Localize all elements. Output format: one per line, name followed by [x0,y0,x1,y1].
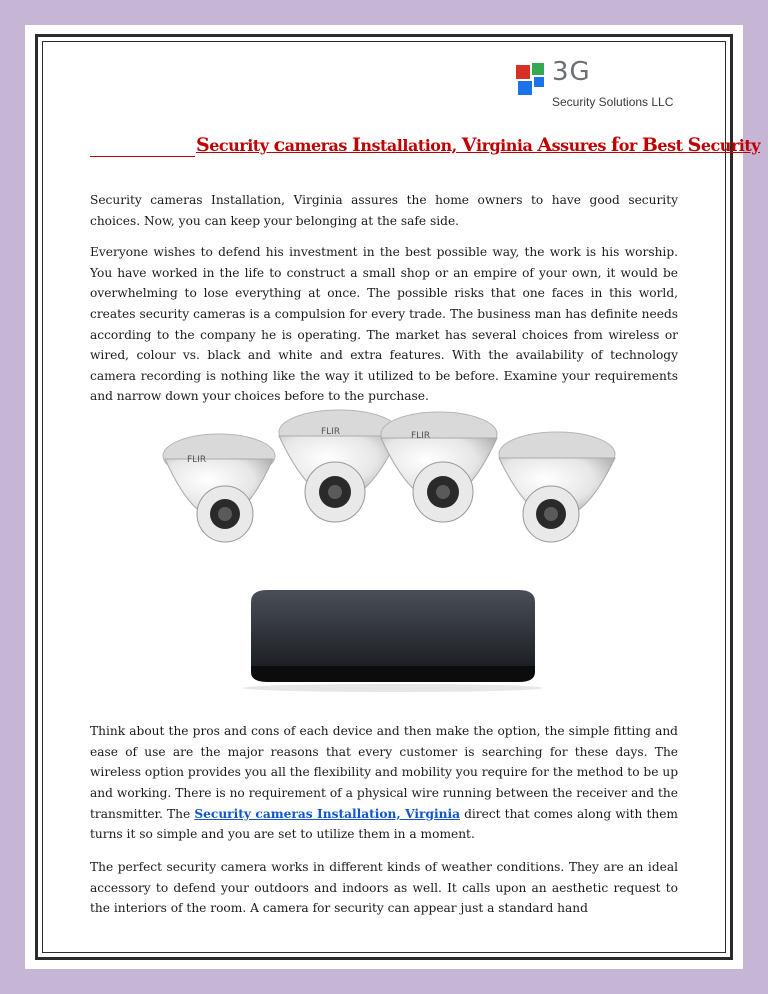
paragraph-pros-cons: Think about the pros and cons of each device and then make the option, the simple fitting and ease of use are the major reasons that every customer is searching for these days. The wireless option provides you all the flexibility and mobility you require for the method to be up and working. There is no requirement of a physical wire running between the receiver and the transmitter. The Security cameras Installation, Virginia direct that comes along with them turns it so simple and you are set to utilize them in a moment. [90,724,678,842]
camera-2-brand: FLIR [321,427,341,437]
camera-2 [279,410,399,522]
paragraph-investment: Everyone wishes to defend his investment in the best possible way, the work is his worship. You have worked in the life to construct a small shop or an empire of your own, it would be overwhelming to lose everything at once. The possible risks that one faces in this world, creates security cameras is a compulsion for every trade. The business man has definite needs according to the company he is operating. The market has several choices from wireless or wired, colour vs. black and white and extra features. With the availability of technology camera recording is nothing like the way it utilized to be before. Examine your requirements and narrow down your choices before to the purchase. [90,245,678,404]
security-cameras-link[interactable]: Security cameras Installation, Virginia [194,806,460,821]
page-title: Security cameras Installation, Virginia Assures for Best Security [196,134,761,156]
paragraph-weather: The perfect security camera works in different kinds of weather conditions. They are an ideal accessory to defend your outdoors and indoors as well. It calls upon an aesthetic request to the interiors of the room. A camera for security can appear just a standard hand [90,860,678,916]
logo-company-name: Security Solutions LLC [552,95,674,109]
camera-3 [381,412,497,522]
camera-4 [499,432,615,542]
product-image [139,404,631,694]
nvr-recorder [243,590,543,692]
camera-1 [163,434,275,542]
camera-1-brand: FLIR [187,455,207,465]
logo-mark-icon [514,59,554,99]
logo-mark-text: 3G [552,57,591,87]
camera-kit-image [139,404,631,694]
camera-3-brand: FLIR [411,431,431,441]
paragraph-intro: Security cameras Installation, Virginia assures the home owners to have good security choices. Now, you can keep your belonging at the safe side. [90,193,678,228]
company-logo [514,57,674,117]
title-rule [90,156,195,157]
